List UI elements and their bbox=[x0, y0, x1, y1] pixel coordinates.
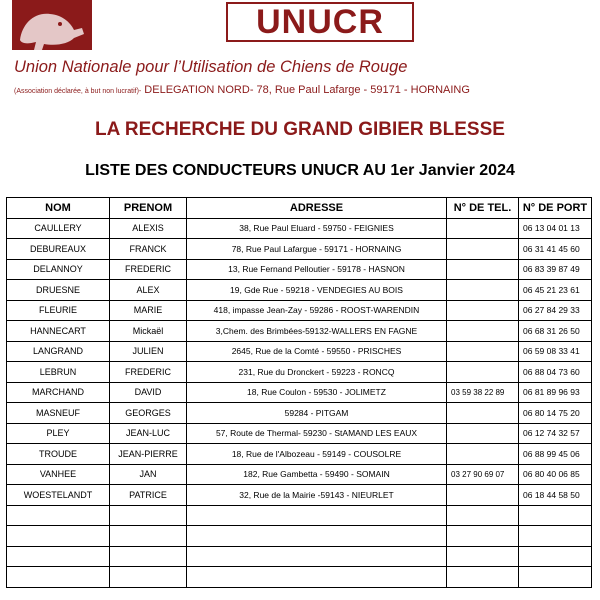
cell-adresse: 3,Chem. des Brimbées-59132-WALLERS EN FAGNE bbox=[187, 321, 447, 342]
cell-prenom: Mickaël bbox=[110, 321, 187, 342]
conductors-table bbox=[6, 197, 592, 588]
table-row bbox=[7, 300, 592, 321]
cell-adresse: 19, Gde Rue - 59218 - VENDEGIES AU BOIS bbox=[187, 280, 447, 301]
cell-prenom: JULIEN bbox=[110, 341, 187, 362]
table-row bbox=[7, 218, 592, 239]
cell-tel bbox=[447, 259, 519, 280]
cell-prenom: JEAN-PIERRE bbox=[110, 444, 187, 465]
cell-prenom: JEAN-LUC bbox=[110, 423, 187, 444]
cell-prenom: DAVID bbox=[110, 382, 187, 403]
cell-nom: PLEY bbox=[7, 423, 110, 444]
cell-port bbox=[519, 526, 592, 547]
header-port: N° DE PORT bbox=[519, 198, 592, 219]
cell-prenom: FREDERIC bbox=[110, 362, 187, 383]
cell-adresse bbox=[187, 546, 447, 567]
cell-nom: CAULLERY bbox=[7, 218, 110, 239]
cell-nom: TROUDE bbox=[7, 444, 110, 465]
cell-port: 06 27 84 29 33 bbox=[519, 300, 592, 321]
cell-nom bbox=[7, 526, 110, 547]
table-header-row bbox=[7, 198, 592, 219]
cell-port: 06 83 39 87 49 bbox=[519, 259, 592, 280]
cell-prenom bbox=[110, 505, 187, 526]
cell-prenom bbox=[110, 546, 187, 567]
delegation-address: DELEGATION NORD- 78, Rue Paul Lafarge - 59171 - HORNAING bbox=[141, 84, 470, 96]
table-row bbox=[7, 464, 592, 485]
cell-tel bbox=[447, 280, 519, 301]
cell-tel: 03 27 90 69 07 bbox=[447, 464, 519, 485]
cell-tel bbox=[447, 546, 519, 567]
cell-adresse: 2645, Rue de la Comté - 59550 - PRISCHES bbox=[187, 341, 447, 362]
cell-port bbox=[519, 546, 592, 567]
cell-tel bbox=[447, 239, 519, 260]
table-row bbox=[7, 341, 592, 362]
cell-nom: DRUESNE bbox=[7, 280, 110, 301]
table-row bbox=[7, 444, 592, 465]
document-title: LA RECHERCHE DU GRAND GIBIER BLESSE bbox=[95, 119, 505, 140]
table-row bbox=[7, 403, 592, 424]
header-tel: N° DE TEL. bbox=[447, 198, 519, 219]
table-row bbox=[7, 259, 592, 280]
cell-prenom: ALEX bbox=[110, 280, 187, 301]
cell-port bbox=[519, 505, 592, 526]
cell-prenom: JAN bbox=[110, 464, 187, 485]
header-adresse: ADRESSE bbox=[187, 198, 447, 219]
logo-text: UNUCR bbox=[256, 2, 384, 41]
cell-nom: MARCHAND bbox=[7, 382, 110, 403]
cell-port: 06 59 08 33 41 bbox=[519, 341, 592, 362]
table-row bbox=[7, 546, 592, 567]
cell-prenom: FRANCK bbox=[110, 239, 187, 260]
unucr-logo bbox=[226, 2, 414, 42]
table-row bbox=[7, 382, 592, 403]
cell-prenom bbox=[110, 567, 187, 588]
cell-tel bbox=[447, 423, 519, 444]
cell-adresse bbox=[187, 505, 447, 526]
association-note: (Association déclarée, à but non lucratif)- bbox=[14, 88, 142, 95]
cell-nom bbox=[7, 567, 110, 588]
cell-port: 06 88 99 45 06 bbox=[519, 444, 592, 465]
cell-tel bbox=[447, 362, 519, 383]
cell-adresse: 38, Rue Paul Eluard - 59750 - FEIGNIES bbox=[187, 218, 447, 239]
cell-nom: HANNECART bbox=[7, 321, 110, 342]
cell-prenom: GEORGES bbox=[110, 403, 187, 424]
cell-nom: LANGRAND bbox=[7, 341, 110, 362]
cell-adresse: 59284 - PITGAM bbox=[187, 403, 447, 424]
cell-port: 06 13 04 01 13 bbox=[519, 218, 592, 239]
cell-tel bbox=[447, 321, 519, 342]
cell-tel bbox=[447, 218, 519, 239]
dog-logo-image bbox=[12, 0, 92, 50]
cell-tel bbox=[447, 485, 519, 506]
cell-tel bbox=[447, 300, 519, 321]
table-row bbox=[7, 423, 592, 444]
cell-port bbox=[519, 567, 592, 588]
table-row bbox=[7, 526, 592, 547]
cell-tel bbox=[447, 505, 519, 526]
cell-tel bbox=[447, 526, 519, 547]
organization-name: Union Nationale pour l’Utilisation de Chiens de Rouge bbox=[14, 58, 408, 76]
cell-prenom: ALEXIS bbox=[110, 218, 187, 239]
cell-nom: MASNEUF bbox=[7, 403, 110, 424]
cell-nom bbox=[7, 505, 110, 526]
header-prenom: PRENOM bbox=[110, 198, 187, 219]
table-row bbox=[7, 280, 592, 301]
cell-prenom: PATRICE bbox=[110, 485, 187, 506]
table-row bbox=[7, 362, 592, 383]
cell-adresse bbox=[187, 526, 447, 547]
cell-port: 06 12 74 32 57 bbox=[519, 423, 592, 444]
cell-adresse: 57, Route de Thermal- 59230 - StAMAND LES EAUX bbox=[187, 423, 447, 444]
table-row bbox=[7, 321, 592, 342]
table-row bbox=[7, 567, 592, 588]
cell-adresse: 418, impasse Jean-Zay - 59286 - ROOST-WARENDIN bbox=[187, 300, 447, 321]
cell-port: 06 18 44 58 50 bbox=[519, 485, 592, 506]
cell-nom: VANHEE bbox=[7, 464, 110, 485]
cell-nom: WOESTELANDT bbox=[7, 485, 110, 506]
cell-adresse: 78, Rue Paul Lafargue - 59171 - HORNAING bbox=[187, 239, 447, 260]
table-row bbox=[7, 485, 592, 506]
cell-adresse: 231, Rue du Dronckert - 59223 - RONCQ bbox=[187, 362, 447, 383]
cell-port: 06 31 41 45 60 bbox=[519, 239, 592, 260]
cell-port: 06 81 89 96 93 bbox=[519, 382, 592, 403]
cell-nom: FLEURIE bbox=[7, 300, 110, 321]
cell-adresse: 18, Rue de l'Albozeau - 59149 - COUSOLRE bbox=[187, 444, 447, 465]
cell-adresse: 13, Rue Fernand Pelloutier - 59178 - HASNON bbox=[187, 259, 447, 280]
list-title: LISTE DES CONDUCTEURS UNUCR AU 1er Janvier 2024 bbox=[85, 162, 515, 179]
cell-adresse: 32, Rue de la Mairie -59143 - NIEURLET bbox=[187, 485, 447, 506]
cell-adresse bbox=[187, 567, 447, 588]
cell-port: 06 45 21 23 61 bbox=[519, 280, 592, 301]
cell-prenom: FREDERIC bbox=[110, 259, 187, 280]
cell-port: 06 80 40 06 85 bbox=[519, 464, 592, 485]
cell-port: 06 68 31 26 50 bbox=[519, 321, 592, 342]
header-nom: NOM bbox=[7, 198, 110, 219]
table-row bbox=[7, 239, 592, 260]
cell-tel bbox=[447, 567, 519, 588]
table-row bbox=[7, 505, 592, 526]
cell-prenom: MARIE bbox=[110, 300, 187, 321]
cell-nom: DELANNOY bbox=[7, 259, 110, 280]
cell-tel: 03 59 38 22 89 bbox=[447, 382, 519, 403]
cell-nom bbox=[7, 546, 110, 567]
cell-nom: DEBUREAUX bbox=[7, 239, 110, 260]
cell-tel bbox=[447, 341, 519, 362]
cell-port: 06 88 04 73 60 bbox=[519, 362, 592, 383]
cell-nom: LEBRUN bbox=[7, 362, 110, 383]
cell-port: 06 80 14 75 20 bbox=[519, 403, 592, 424]
cell-tel bbox=[447, 403, 519, 424]
cell-prenom bbox=[110, 526, 187, 547]
cell-adresse: 182, Rue Gambetta - 59490 - SOMAIN bbox=[187, 464, 447, 485]
cell-adresse: 18, Rue Coulon - 59530 - JOLIMETZ bbox=[187, 382, 447, 403]
cell-tel bbox=[447, 444, 519, 465]
organization-details bbox=[14, 80, 470, 98]
